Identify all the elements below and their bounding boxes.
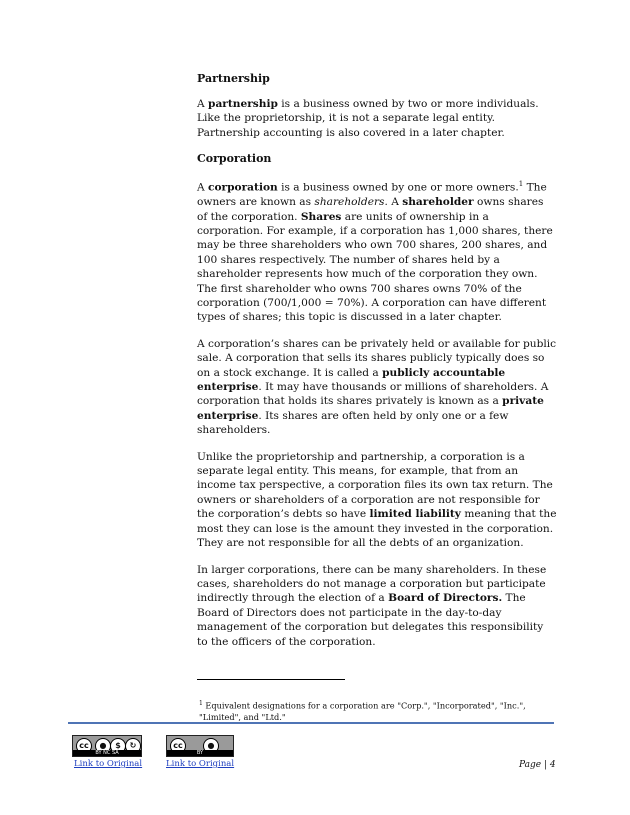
italic-term: shareholders (314, 196, 385, 209)
nc-icon: $ (110, 738, 126, 754)
cc-by-badge-icon[interactable] (166, 735, 234, 757)
badge-strip: BY (167, 750, 233, 756)
bold-term: limited liability (369, 508, 461, 521)
text-run: A (197, 181, 209, 194)
partnership-paragraph (197, 97, 557, 140)
corporation-paragraph-1 (197, 177, 557, 325)
text-run: . A (384, 196, 403, 209)
bold-term: corporation (208, 181, 278, 194)
bold-term: shareholder (402, 196, 474, 209)
page-body (197, 72, 557, 661)
corporation-paragraph-4 (197, 563, 557, 649)
bold-term: Board of Directors. (388, 592, 503, 605)
text-run: are units of ownership in a corporation. For example, if a corporation has 1,000 shares, there may be three shareholders who own 700 shares, 200 shares, and 100 shares respectively. The number of shares held by a shareholder represents how much of the corporation they own. The first shareholder who owns 700 shares owns 70% of the corporation (700/1,000 = 70%). A corporation can have different types of shares; this topic is discussed in a later chapter. (197, 210, 553, 324)
text-run: In larger corporations, there can be many shareholders. In these cases, shareholders do not manage a corporation but participate indirectly through the election of a (197, 563, 547, 605)
text-run: A (197, 98, 209, 110)
sa-icon: ↻ (125, 738, 141, 754)
footnote-ref: 1 (518, 180, 524, 189)
cc-icon: cc (170, 738, 186, 754)
bold-term: private enterprise (197, 395, 544, 422)
section-heading-partnership: Partnership (197, 72, 270, 85)
corporation-paragraph-2 (197, 337, 557, 438)
section-heading-corporation: Corporation (197, 152, 272, 166)
text-run: meaning that the most they can lose is the amount they invested in the corporation. They are not responsible for all the debts of an organization. (197, 508, 557, 550)
cc-icon: cc (76, 738, 92, 754)
footnote-marker: 1 (199, 700, 203, 707)
text-run: is a business owned by two or more individuals. Like the proprietorship, it is not a separate legal entity. Partnership accounting is also covered in a later chapter. (197, 98, 539, 139)
bold-term: publicly accountable enterprise (197, 366, 506, 394)
page-number: Page | 4 (519, 760, 556, 770)
link-to-original-2[interactable]: Link to Original (166, 759, 235, 769)
by-person-icon: ● (95, 738, 111, 754)
bold-term: Shares (300, 210, 342, 223)
footnote (199, 698, 559, 723)
text-run: is a business owned by one or more owners. (277, 181, 519, 194)
text-run: The Board of Directors does not participate in the day-to-day management of the corporation but delegates this responsibility to the officers of the corporation. (197, 592, 544, 648)
text-run: Unlike the proprietorship and partnership, a corporation is a separate legal entity. This means, for example, that from an income tax perspective, a corporation files its own tax return. The owners or shareholders of a corporation are not responsible for the corporation’s debts so have (197, 450, 553, 521)
text-run: The owners are known as (197, 181, 547, 209)
text-run: owns shares of the corporation. (197, 196, 544, 223)
link-to-original-1[interactable]: Link to Original (74, 759, 143, 769)
badge-strip: BY NC SA (73, 750, 141, 756)
footnote-divider (197, 679, 345, 680)
footnote-text: Equivalent designations for a corporation are "Corp.", "Incorporated", "Inc.", "Limited", and "Ltd." (199, 700, 526, 722)
text-run: . Its shares are often held by only one or a few shareholders. (197, 409, 509, 437)
text-run: A corporation’s shares can be privately held or available for public sale. A corporation that sells its shares publicly typically does so on a stock exchange. It is called a (197, 337, 557, 379)
by-person-icon: ● (203, 738, 219, 754)
bold-term: partnership (208, 98, 278, 110)
corporation-paragraph-3 (197, 450, 557, 551)
cc-by-nc-sa-badge-icon[interactable] (72, 735, 142, 757)
footer-divider (68, 722, 554, 724)
text-run: . It may have thousands or millions of shareholders. A corporation that holds its shares privately is known as a (197, 381, 549, 408)
